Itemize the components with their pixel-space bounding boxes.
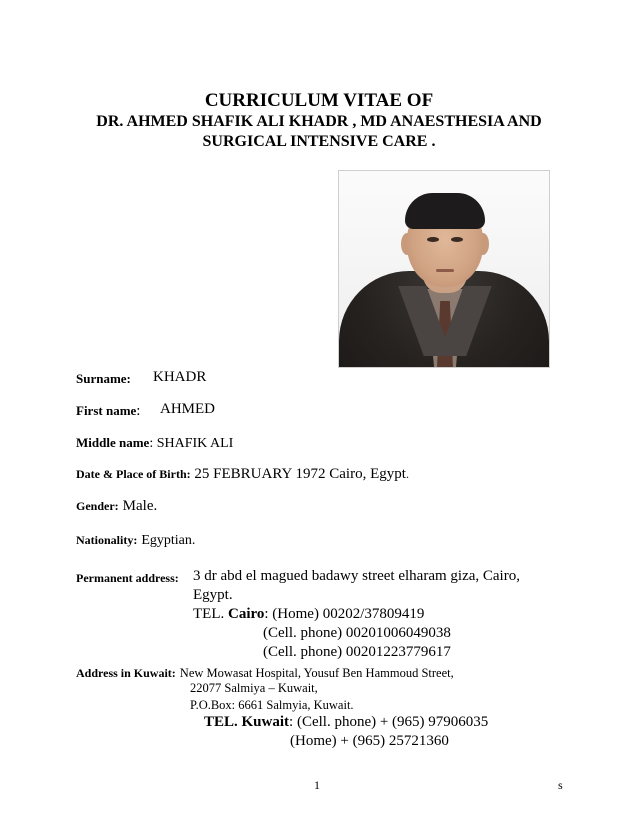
kuwait-tel-home: (Home) + (965) 25721360	[290, 733, 449, 749]
kuwait-address-line1: New Mowasat Hospital, Yousuf Ben Hammoud Street,	[179, 666, 454, 680]
first-name-label: First name	[76, 403, 137, 418]
first-name-colon: :	[136, 403, 141, 419]
permanent-address-line2: Egypt.	[193, 587, 233, 603]
cairo-cell-2: (Cell. phone) 00201223779617	[263, 644, 451, 660]
surname-label: Surname:	[76, 371, 131, 386]
gender-value: Male.	[122, 498, 158, 514]
cv-specialty-line: SURGICAL INTENSIVE CARE .	[202, 133, 436, 150]
nationality-label: Nationality:	[76, 533, 138, 547]
kuwait-address-line2: 22077 Salmiya – Kuwait,	[190, 681, 318, 695]
cairo-tel-row	[193, 606, 424, 623]
cairo-tel-home: : (Home) 00202/37809419	[264, 606, 425, 622]
kuwait-address-label: Address in Kuwait:	[76, 666, 176, 680]
dob-value: 25 FEBRUARY 1972 Cairo, Egypt	[190, 466, 406, 482]
cairo-tel-city: Cairo	[228, 606, 265, 622]
kuwait-address-row	[76, 664, 454, 682]
kuwait-tel-cell: : (Cell. phone) + (965) 97906035	[289, 714, 489, 730]
middle-name-row	[76, 434, 233, 452]
cairo-cell-1: (Cell. phone) 00201006049038	[263, 625, 451, 641]
dob-row	[76, 465, 409, 483]
permanent-address-line1: 3 dr abd el magued badawy street elharam giza, Cairo,	[193, 568, 520, 584]
kuwait-address-line3: P.O.Box: 6661 Salmyia, Kuwait.	[190, 698, 354, 712]
footer-corner-mark: s	[558, 778, 563, 792]
cairo-tel-prefix: TEL.	[193, 606, 228, 622]
dob-period: .	[405, 467, 409, 481]
dob-label: Date & Place of Birth:	[76, 467, 191, 481]
surname-value: KHADR	[153, 369, 207, 385]
nationality-row	[76, 531, 195, 549]
cv-name-line: DR. AHMED SHAFIK ALI KHADR , MD ANAESTHESIA AND	[96, 113, 542, 130]
surname-row	[76, 370, 131, 388]
middle-name-label: Middle name	[76, 435, 150, 450]
cv-title: CURRICULUM VITAE OF	[204, 90, 434, 111]
middle-name-value: : SHAFIK ALI	[149, 436, 234, 451]
gender-label: Gender:	[76, 499, 119, 513]
gender-row	[76, 497, 157, 515]
permanent-address-label: Permanent address:	[76, 571, 179, 585]
page-number: 1	[314, 778, 320, 792]
first-name-row	[76, 402, 140, 420]
kuwait-tel-label: TEL. Kuwait	[204, 714, 290, 730]
nationality-value: Egyptian.	[141, 533, 196, 548]
kuwait-tel-row	[204, 714, 488, 731]
first-name-value: AHMED	[160, 401, 215, 417]
profile-photo	[338, 170, 550, 368]
